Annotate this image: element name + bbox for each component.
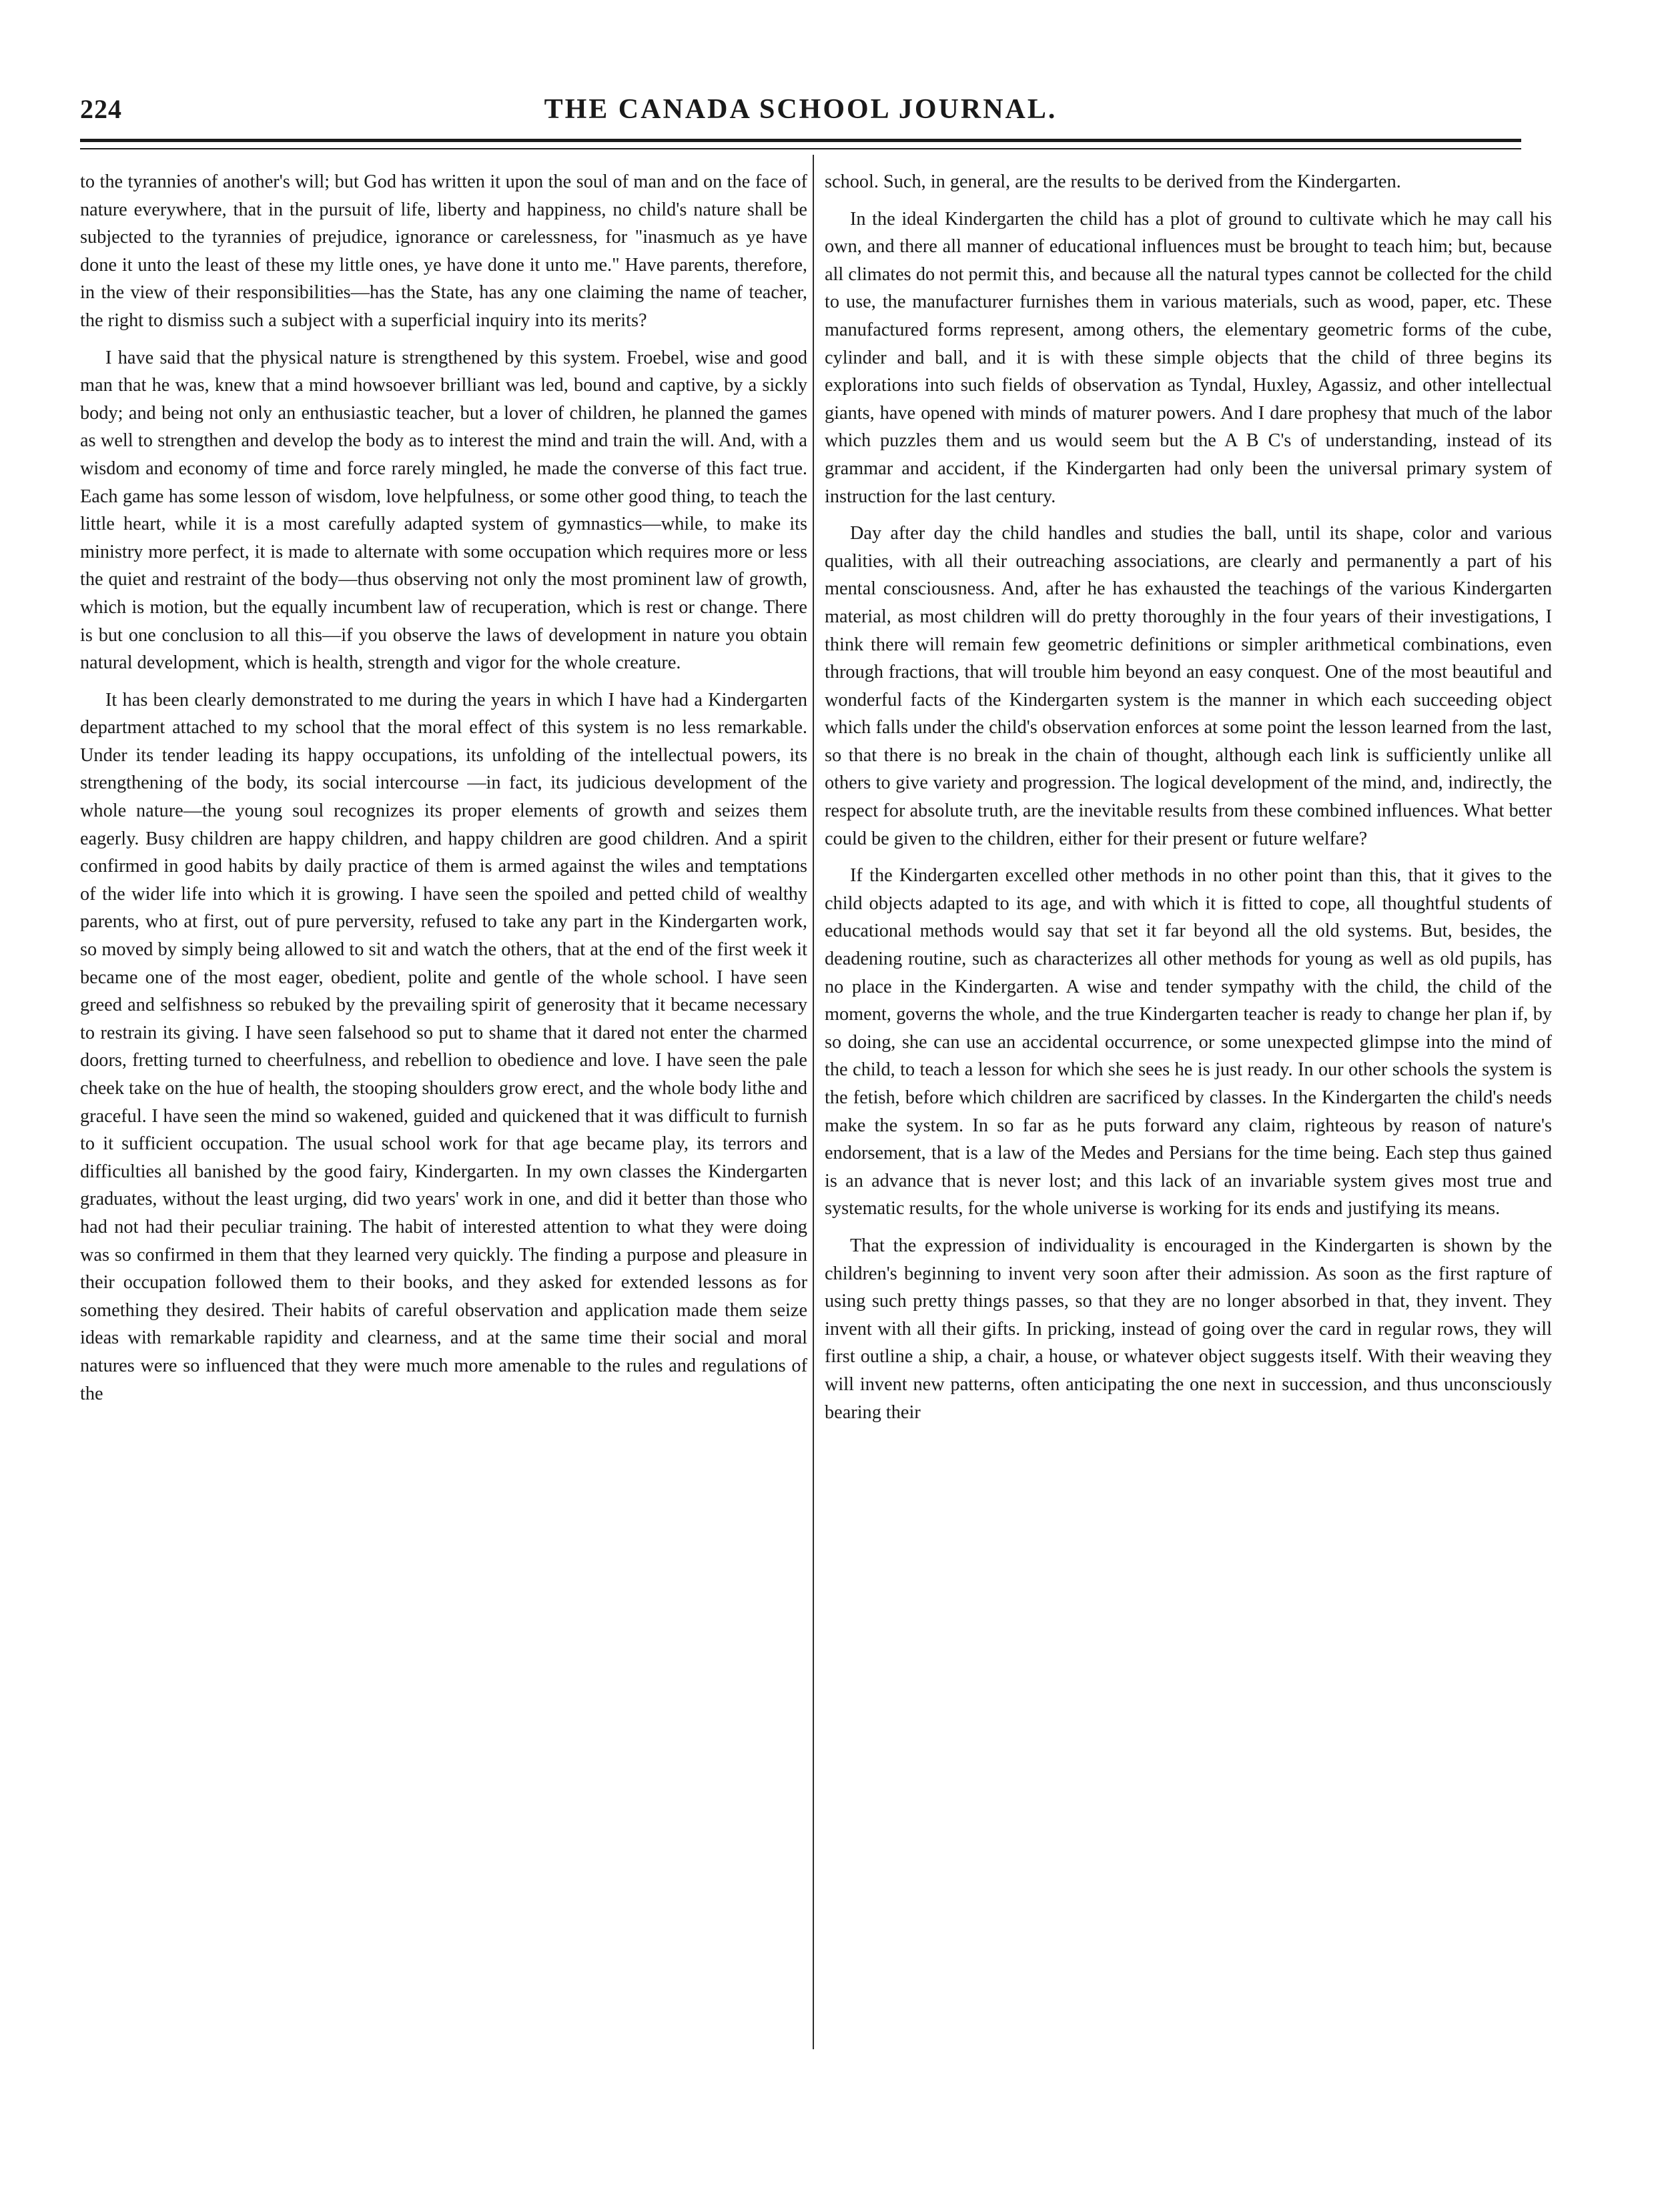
left-column: [80, 168, 807, 2036]
paragraph: school. Such, in general, are the results to be derived from the Kindergarten.: [825, 171, 1401, 192]
header-rule-thin: [80, 148, 1521, 149]
paragraph: Day after day the child handles and studies the ball, until its shape, color and various qualities, with all their outreaching associations, are clearly and permanently a part of his mental consciousness. And, after he has exhausted the teachings of the various Kindergarten material, as most children will do pretty thoroughly in the four years of their investigations, I think there will remain few geometric definitions or simpler arithmetical combinations, even through fractions, that will trouble him beyond an easy conquest. One of the most beautiful and wonderful facts of the Kindergarten system is the manner in which each succeeding object which falls under the child's observation enforces at some point the lesson learned from the last, so that there is no break in the chain of thought, although each link is sufficiently unlike all others to give variety and progression. The logical development of the mind, and, indirectly, the respect for absolute truth, are the inevitable results from these combined influences. What better could be given to the children, either for their present or future welfare?: [825, 523, 1552, 849]
page-header: [80, 93, 1521, 133]
right-column: [825, 168, 1552, 2036]
paragraph: I have said that the physical nature is strengthened by this system. Froebel, wise and good man that he was, knew that a mind howsoever brilliant was led, bound and captive, by a sickly body; and being not only an enthusiastic teacher, but a lover of children, he planned the games as well to strengthen and develop the body as to interest the mind and train the will. And, with a wisdom and economy of time and force rarely mingled, he made the converse of this fact true. Each game has some lesson of wisdom, love helpfulness, or some other good thing, to teach the little heart, while it is a most carefully adapted system of gymnastics—while, to make its ministry more perfect, it is made to alternate with some occupation which requires more or less the quiet and restraint of the body—thus observing not only the most prominent law of growth, which is motion, but the equally incumbent law of recuperation, which is rest or change. There is but one conclusion to all this—if you observe the laws of development in nature you obtain natural development, which is health, strength and vigor for the whole creature.: [80, 347, 807, 674]
paragraph: to the tyrannies of another's will; but God has written it upon the soul of man and on the face of nature everywhere, that in the pursuit of life, liberty and happiness, no child's nature shall be subjected to the tyrannies of prejudice, ignorance or carelessness, for "inasmuch as ye have done it unto the least of these my little ones, ye have done it unto me." Have parents, therefore, in the view of their responsibilities—has the State, has any one claiming the name of teacher, the right to dismiss such a subject with a superficial inquiry into its merits?: [80, 171, 807, 331]
paragraph: It has been clearly demonstrated to me during the years in which I have had a Kindergarten department attached to my school that the moral effect of this system is no less remarkable. Under its tender leading its happy occupations, its unfolding of the intellectual powers, its strengthening of the body, its social intercourse —in fact, its judicious development of the whole nature—the young soul recognizes its proper elements of growth and seizes them eagerly. Busy children are happy children, and happy children are good children. And a spirit confirmed in good habits by daily practice of them is armed against the wiles and temptations of the wider life into which it is growing. I have seen the spoiled and petted child of wealthy parents, who at first, out of pure perversity, refused to take any part in the Kindergarten work, so moved by simply being allowed to sit and watch the others, that at the end of the first week it became one of the most eager, obedient, polite and gentle of the whole school. I have seen greed and selfishness so rebuked by the prevailing spirit of generosity that it became necessary to restrain its giving. I have seen falsehood so put to shame that it dared not enter the charmed doors, fretting turned to cheerfulness, and rebellion to obedience and love. I have seen the pale cheek take on the hue of health, the stooping shoulders grow erect, and the whole body lithe and graceful. I have seen the mind so wakened, guided and quickened that it was difficult to furnish to it sufficient occupation. The usual school work for that age became play, its terrors and difficulties all banished by the good fairy, Kindergarten. In my own classes the Kindergarten graduates, without the least urging, did two years' work in one, and did it better than those who had not had their peculiar training. The habit of interested attention to what they were doing was so confirmed in them that they learned very quickly. The finding a purpose and pleasure in their occupation followed them to their books, and they asked for extended lessons as for something they desired. Their habits of careful observation and application made them seize ideas with remarkable rapidity and clearness, and at the same time their social and moral natures were so influenced that they were much more amenable to the rules and regulations of the: [80, 689, 807, 1404]
paragraph: That the expression of individuality is encouraged in the Kindergarten is shown by the children's beginning to invent very soon after their admission. As soon as the first rapture of using such pretty things passes, so that they are no longer absorbed in that, they invent. They invent with all their gifts. In pricking, instead of going over the card in regular rows, they will first outline a ship, a chair, a house, or whatever object suggests itself. With their weaving they will invent new patterns, often anticipating the one next in succession, and thus unconsciously bearing their: [825, 1235, 1552, 1423]
column-divider: [813, 155, 814, 2049]
paragraph: In the ideal Kindergarten the child has a plot of ground to cultivate which he may call his own, and there all manner of educational influences must be brought to teach him; but, because all climates do not permit this, and because all the natural types cannot be collected for the child to use, the manufacturer furnishes them in various materials, such as wood, paper, etc. These manufactured forms represent, among others, the elementary geometric forms of the cube, cylinder and ball, and it is with these simple objects that the child of three begins its explorations into such fields of observation as Tyndal, Huxley, Agassiz, and other intellectual giants, have opened with minds of maturer powers. And I dare prophesy that much of the labor which puzzles them and us would seem but the A B C's of understanding, instead of its grammar and accident, if the Kindergarten had only been the universal primary system of instruction for the last century.: [825, 208, 1552, 507]
paragraph: If the Kindergarten excelled other methods in no other point than this, that it gives to the child objects adapted to its age, and with which it is fitted to cope, all thoughtful students of educational methods would say that set it far beyond all the old systems. But, besides, the deadening routine, such as characterizes all other methods for young as well as old pupils, has no place in the Kindergarten. A wise and tender sympathy with the child, the child of the moment, governs the whole, and the true Kindergarten teacher is ready to change her plan if, by so doing, she can use an accidental occurrence, or some unexpected glimpse into the mind of the child, to teach a lesson for which she sees he is just ready. In our other schools the system is the fetish, before which children are sacrificed by classes. In the Kindergarten the child's needs make the system. In so far as he puts forward any claim, righteous by reason of nature's endorsement, that is a law of the Medes and Persians for the time being. Each step thus gained is an advance that is never lost; and this lack of an invariable system gives most true and systematic results, for the whole universe is working for its ends and justifying its means.: [825, 865, 1552, 1219]
header-rule-thick: [80, 139, 1521, 142]
journal-title: THE CANADA SCHOOL JOURNAL.: [544, 94, 1058, 125]
page-number: 224: [80, 94, 122, 124]
